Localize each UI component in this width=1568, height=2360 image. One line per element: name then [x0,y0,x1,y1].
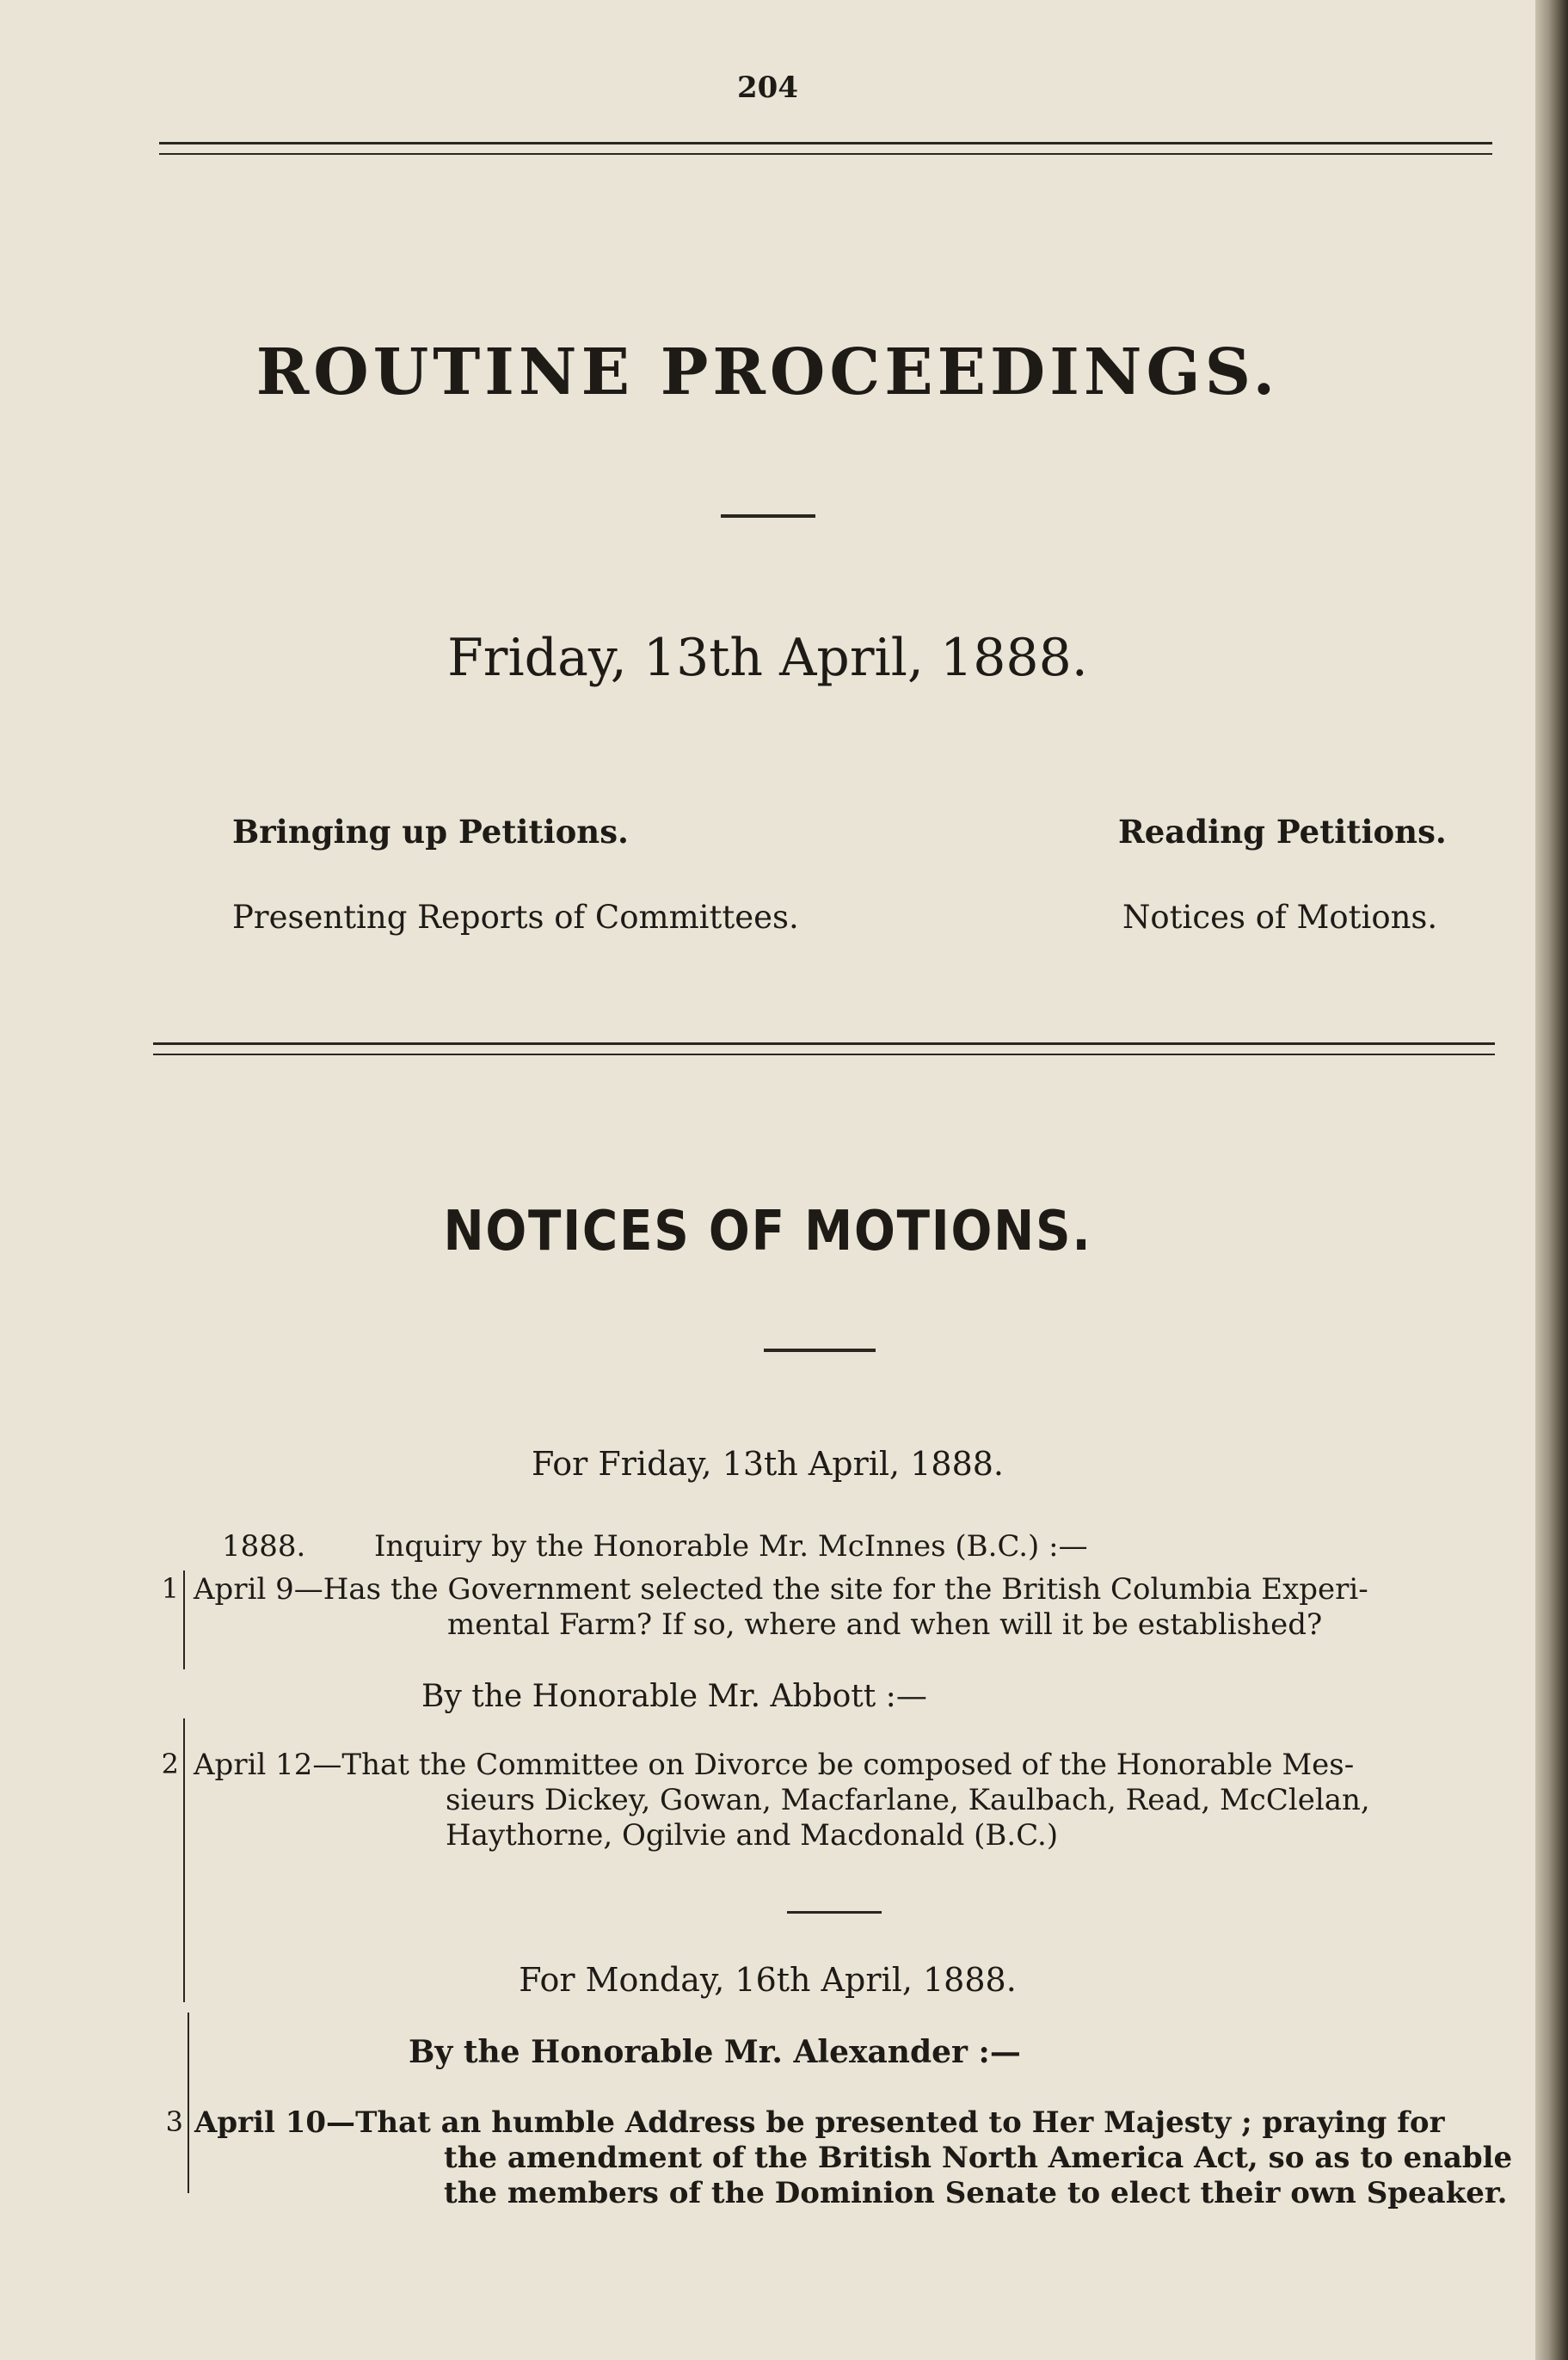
motion-1 [194,1572,1475,1643]
routine-proceedings-title: ROUTINE PROCEEDINGS. [255,335,1280,409]
margin-bar [183,1570,185,1669]
section-short-rule [764,1349,876,1352]
routine-item-presenting-reports: Presenting Reports of Committees. [232,899,799,936]
routine-item-bringing-up-petitions: Bringing up Petitions. [232,813,629,851]
motion-2-text-line-1: That the Committee on Divorce be composed of the Honorable Mes- [341,1748,1355,1782]
routine-date: Friday, 13th April, 1888. [447,628,1088,688]
section-double-rule [153,1042,1495,1055]
motion-3-text-line-3: the members of the Dominion Senate to elect their own Speaker. [444,2176,1508,2210]
motion-1-number: 1 [161,1572,179,1605]
page-number: 204 [737,71,798,105]
margin-bar [183,1718,185,2002]
notices-of-motions-title: NOTICES OF MOTIONS. [443,1200,1092,1263]
margin-bar [188,2013,189,2193]
motion-3 [194,2105,1513,2211]
motion-2-number: 2 [161,1748,179,1780]
motion-3-text-line-2: the amendment of the British North America Act, so as to enable [444,2141,1513,2175]
year-label: 1888. [222,1529,306,1564]
motion-2-text-line-2: sieurs Dickey, Gowan, Macfarlane, Kaulbach, Read, McClelan, [446,1783,1370,1817]
group-heading-friday: For Friday, 13th April, 1888. [531,1445,1004,1483]
routine-item-notices-of-motions: Notices of Motions. [1122,899,1438,936]
header-double-rule [159,142,1492,155]
motion-2 [194,1748,1484,1853]
motion-2-text-line-3: Haythorne, Ogilvie and Macdonald (B.C.) [446,1818,1059,1853]
motion-1-text-line-1: Has the Government selected the site for the British Columbia Experi- [323,1572,1368,1607]
motion-2-date: April 12— [194,1748,342,1782]
motion-2-mover: By the Honorable Mr. Abbott :— [421,1679,927,1714]
motion-1-date: April 9— [194,1572,323,1607]
routine-item-reading-petitions: Reading Petitions. [1118,813,1447,851]
motion-1-mover: Inquiry by the Honorable Mr. McInnes (B.C.) :— [374,1529,1088,1564]
motion-3-text-line-1: That an humble Address be presented to Her Majesty ; praying for [355,2105,1445,2140]
motion-3-number: 3 [165,2105,183,2138]
motion-3-mover: By the Honorable Mr. Alexander :— [409,2034,1021,2070]
book-spine-edge [1535,0,1568,2360]
motion-3-date: April 10— [194,2105,356,2140]
group-short-rule [787,1911,882,1914]
motion-1-text-line-2: mental Farm? If so, where and when will it be established? [447,1607,1323,1642]
group-heading-monday: For Monday, 16th April, 1888. [519,1961,1017,1999]
title-short-rule [721,514,815,518]
